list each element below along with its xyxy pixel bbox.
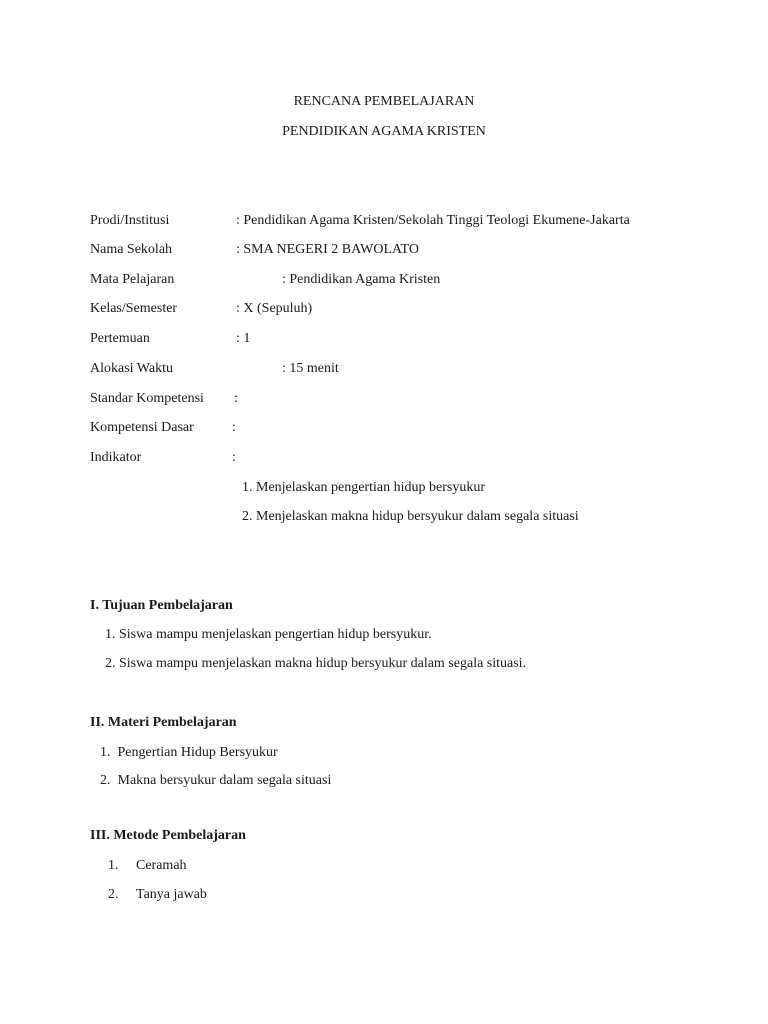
info-value-standar-kompetensi: : [234,391,238,406]
info-value-indikator: : [232,450,236,465]
materi-item: 2. Makna bersyukur dalam segala situasi [100,773,332,788]
tujuan-item: 2. Siswa mampu menjelaskan makna hidup bersyukur dalam segala situasi. [105,656,527,671]
document-title-line2: PENDIDIKAN AGAMA KRISTEN [282,124,486,139]
info-label-prodi: Prodi/Institusi [90,213,170,228]
info-label-alokasi-waktu: Alokasi Waktu [90,361,173,376]
info-value-mata-pelajaran: : Pendidikan Agama Kristen [282,272,441,287]
info-value-nama-sekolah: : SMA NEGERI 2 BAWOLATO [236,242,419,257]
info-value-prodi: : Pendidikan Agama Kristen/Sekolah Tinggi Teologi Ekumene-Jakarta [236,213,630,228]
indikator-item: 2. Menjelaskan makna hidup bersyukur dalam segala situasi [242,509,579,524]
document-title-line1: RENCANA PEMBELAJARAN [293,94,475,109]
tujuan-item: 1. Siswa mampu menjelaskan pengertian hidup bersyukur. [105,627,432,642]
metode-item-text: Tanya jawab [136,887,207,902]
materi-item: 1. Pengertian Hidup Bersyukur [100,745,278,760]
info-value-alokasi-waktu: : 15 menit [282,361,339,376]
info-label-mata-pelajaran: Mata Pelajaran [90,272,175,287]
info-label-standar-kompetensi: Standar Kompetensi [90,391,204,406]
info-label-nama-sekolah: Nama Sekolah [90,242,173,257]
metode-item-number: 1. [108,858,119,873]
info-value-pertemuan: : 1 [236,331,251,346]
info-label-kompetensi-dasar: Kompetensi Dasar [90,420,194,435]
info-value-kelas-semester: : X (Sepuluh) [236,301,313,316]
section-heading-tujuan: I. Tujuan Pembelajaran [90,598,233,613]
info-label-kelas-semester: Kelas/Semester [90,301,178,316]
info-label-indikator: Indikator [90,450,142,465]
section-heading-metode: III. Metode Pembelajaran [90,828,246,843]
indikator-item: 1. Menjelaskan pengertian hidup bersyukur [242,480,485,495]
section-heading-materi: II. Materi Pembelajaran [90,715,237,730]
metode-item-text: Ceramah [136,858,187,873]
metode-item-number: 2. [108,887,119,902]
info-label-pertemuan: Pertemuan [90,331,150,346]
info-value-kompetensi-dasar: : [232,420,236,435]
